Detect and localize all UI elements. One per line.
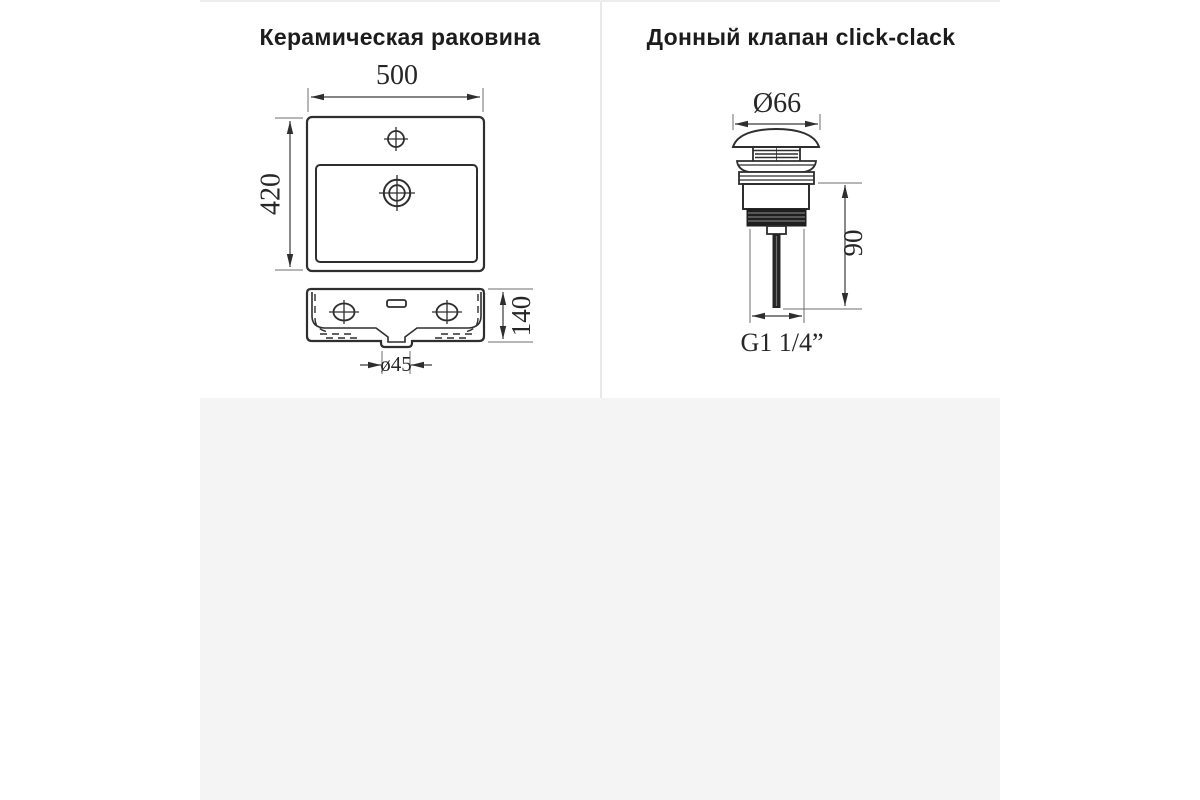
empty-lower-section [200, 398, 1000, 800]
sink-height-label: 140 [506, 295, 536, 337]
valve-drawing-group [733, 88, 868, 357]
sink-top-view [256, 60, 485, 271]
valve-thread [747, 209, 806, 226]
drain-diameter-label: ø45 [380, 352, 412, 376]
product-drawings-section [200, 0, 1000, 398]
sink-side-view [307, 289, 536, 376]
sink-depth-label: 420 [255, 173, 287, 215]
valve-thread-label: G1 1/4” [740, 328, 824, 357]
valve-panel-title: Донный клапан click-clack [646, 24, 956, 50]
panel-divider [600, 2, 602, 398]
sink-width-label: 500 [376, 60, 418, 91]
valve-height-label: 90 [838, 229, 868, 257]
sink-panel-title: Керамическая раковина [259, 24, 541, 50]
valve-cap-diameter-label: Ø66 [752, 88, 802, 119]
